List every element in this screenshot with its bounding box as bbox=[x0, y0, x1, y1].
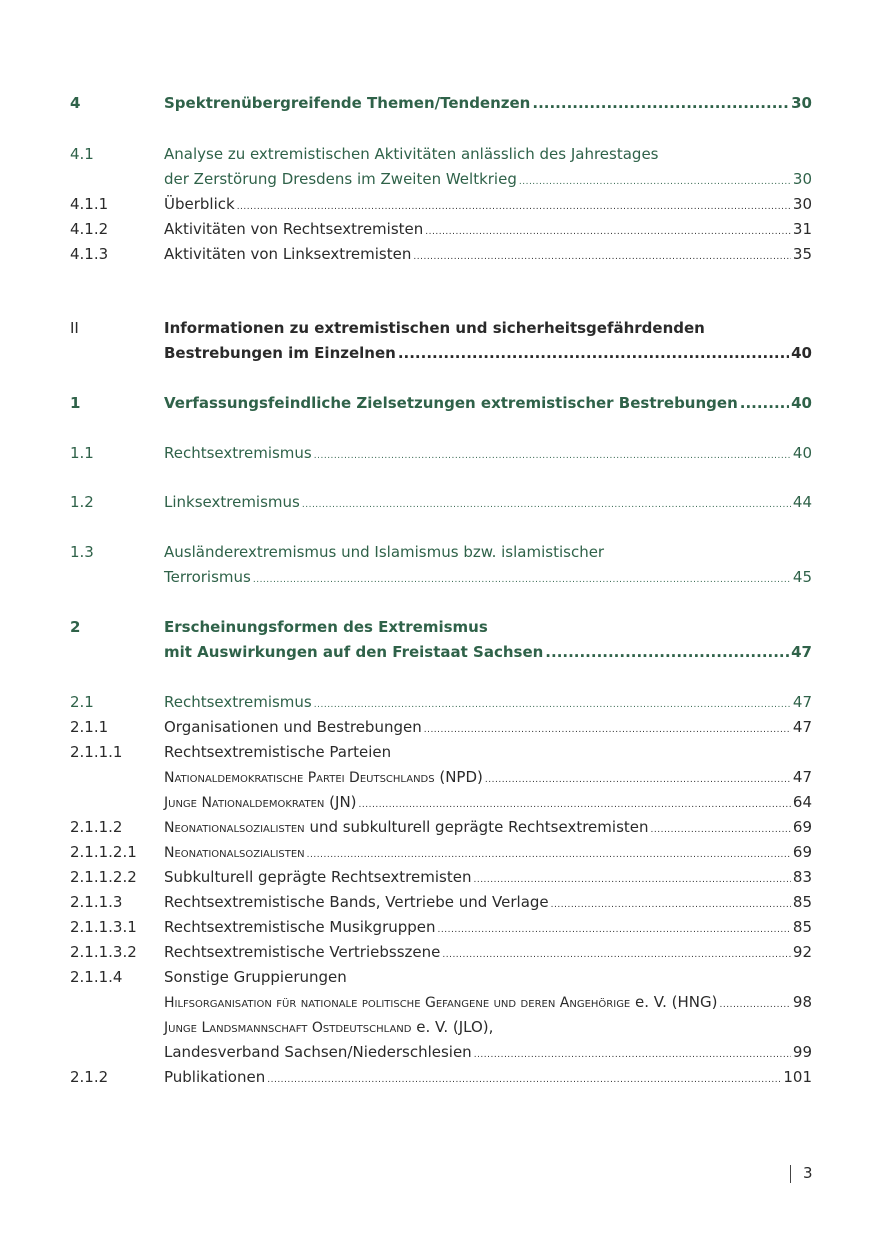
toc-title: Aktivitäten von Linksextremisten bbox=[164, 245, 412, 263]
toc-title: Rechtsextremistische Parteien bbox=[164, 743, 392, 761]
toc-number: 4.1.3 bbox=[70, 245, 109, 263]
toc-title: Aktivitäten von Rechtsextremisten bbox=[164, 220, 424, 238]
toc-page: 85 bbox=[792, 918, 812, 936]
toc-number: 1 bbox=[70, 394, 81, 412]
toc-number: 2.1.1 bbox=[70, 718, 109, 736]
dot-leader bbox=[253, 568, 791, 593]
toc-page: 47 bbox=[792, 768, 812, 786]
toc-number: 2.1.1.4 bbox=[70, 968, 123, 986]
toc-title: Rechtsextremistische Vertriebsszene bbox=[164, 943, 441, 961]
toc-title: Erscheinungsformen des Extremismus bbox=[164, 618, 488, 636]
toc-entry-jn[interactable] bbox=[70, 790, 812, 815]
toc-title: Terrorismus bbox=[164, 568, 251, 586]
toc-title-suffix: e. V. (HNG) bbox=[630, 993, 718, 1011]
toc-entry-2-1-1-1[interactable] bbox=[70, 740, 812, 765]
dot-leader bbox=[267, 1068, 781, 1093]
toc-entry-1-2[interactable] bbox=[70, 490, 812, 515]
toc-page: 47 bbox=[792, 718, 812, 736]
toc-number: 2 bbox=[70, 618, 81, 636]
toc-entry-4-1-1[interactable] bbox=[70, 192, 812, 217]
toc-number: 4.1.1 bbox=[70, 195, 109, 213]
toc-number: 2.1.1.1 bbox=[70, 743, 123, 761]
toc-entry-4[interactable] bbox=[70, 91, 812, 116]
toc-entry-2-1-1-2-2[interactable] bbox=[70, 865, 812, 890]
toc-page: 69 bbox=[792, 818, 812, 836]
toc-page: 40 bbox=[791, 394, 812, 412]
toc-entry-4-1[interactable] bbox=[70, 167, 812, 192]
toc-page: 47 bbox=[791, 643, 812, 661]
toc-number: 2.1.1.3 bbox=[70, 893, 123, 911]
toc-entry-2-1-1-2[interactable] bbox=[70, 815, 812, 840]
toc-entry-2-1-1-2-1[interactable] bbox=[70, 840, 812, 865]
toc-page: 92 bbox=[792, 943, 812, 961]
toc-page: 30 bbox=[792, 195, 812, 213]
toc-page: 64 bbox=[792, 793, 812, 811]
dot-leader bbox=[398, 341, 789, 366]
toc-entry-2-1-1-4[interactable] bbox=[70, 965, 812, 990]
toc-title: der Zerstörung Dresdens im Zweiten Weltkrieg bbox=[164, 170, 517, 188]
toc-entry-hng[interactable] bbox=[70, 990, 812, 1015]
toc-title: Organisationen und Bestrebungen bbox=[164, 718, 422, 736]
toc-entry-2-1-2[interactable] bbox=[70, 1065, 812, 1090]
page-number: 3 bbox=[803, 1164, 813, 1182]
toc-title: Linksextremismus bbox=[164, 493, 300, 511]
toc-page: 85 bbox=[792, 893, 812, 911]
dot-leader bbox=[302, 493, 791, 518]
toc-title: Nationaldemokratische Partei Deutschlands bbox=[164, 770, 435, 786]
toc-entry-2[interactable] bbox=[70, 640, 812, 665]
toc-page: 69 bbox=[792, 843, 812, 861]
toc-title-suffix: e. V. (JLO), bbox=[411, 1018, 494, 1036]
toc-page: 47 bbox=[792, 693, 812, 711]
toc-entry-2-1-1-3-1[interactable] bbox=[70, 915, 812, 940]
toc-entry-npd[interactable] bbox=[70, 765, 812, 790]
toc-title-suffix: (NPD) bbox=[434, 768, 483, 786]
toc-title: Rechtsextremismus bbox=[164, 444, 312, 462]
page-footer bbox=[790, 1161, 813, 1185]
toc-title-suffix: und subkulturell geprägte Rechtsextremisten bbox=[304, 818, 649, 836]
dot-leader bbox=[532, 91, 789, 116]
toc-entry-2-1-1-3-2[interactable] bbox=[70, 940, 812, 965]
toc-page: 40 bbox=[791, 344, 812, 362]
toc-title: Verfassungsfeindliche Zielsetzungen extremistischer Bestrebungen bbox=[164, 394, 738, 412]
toc-page: 99 bbox=[792, 1043, 812, 1061]
dot-leader bbox=[413, 245, 791, 270]
toc-entry-2-1[interactable] bbox=[70, 690, 812, 715]
toc-title: Landesverband Sachsen/Niederschlesien bbox=[164, 1043, 472, 1061]
toc-number: 2.1.1.2 bbox=[70, 818, 123, 836]
toc-number: 1.3 bbox=[70, 543, 94, 561]
toc-page: 101 bbox=[783, 1068, 812, 1086]
toc-title: Überblick bbox=[164, 195, 235, 213]
toc-entry-4-1-2[interactable] bbox=[70, 217, 812, 242]
toc-title: Rechtsextremistische Bands, Vertriebe und Verlage bbox=[164, 893, 549, 911]
dot-leader bbox=[740, 391, 789, 416]
toc-entry-2-line1[interactable] bbox=[70, 615, 812, 640]
toc-title: Analyse zu extremistischen Aktivitäten anlässlich des Jahrestages bbox=[164, 145, 659, 163]
toc-title: Neonationalsozialisten bbox=[164, 845, 305, 861]
toc-number: 2.1.2 bbox=[70, 1068, 109, 1086]
toc-number: 2.1 bbox=[70, 693, 94, 711]
footer-divider bbox=[790, 1165, 791, 1183]
toc-page: 30 bbox=[792, 170, 812, 188]
toc-title: Spektrenübergreifende Themen/Tendenzen bbox=[164, 94, 531, 112]
toc-number: 2.1.1.3.2 bbox=[70, 943, 137, 961]
toc-number: 2.1.1.2.2 bbox=[70, 868, 137, 886]
toc-title: Sonstige Gruppierungen bbox=[164, 968, 347, 986]
toc-title: Junge Nationaldemokraten bbox=[164, 795, 325, 811]
toc-page: 30 bbox=[791, 94, 812, 112]
toc-number: 4.1 bbox=[70, 145, 94, 163]
toc-number: 4.1.2 bbox=[70, 220, 109, 238]
toc-entry-1-1[interactable] bbox=[70, 441, 812, 466]
dot-leader bbox=[545, 640, 789, 665]
toc-entry-1-3-line1[interactable] bbox=[70, 540, 812, 565]
toc-title: Subkulturell geprägte Rechtsextremisten bbox=[164, 868, 472, 886]
toc-title: Hilfsorganisation für nationale politische Gefangene und deren Angehörige bbox=[164, 995, 631, 1011]
toc-page: 98 bbox=[792, 993, 812, 1011]
toc-entry-1[interactable] bbox=[70, 391, 812, 416]
toc-entry-4-1-3[interactable] bbox=[70, 242, 812, 267]
toc-entry-jlo[interactable] bbox=[70, 1040, 812, 1065]
toc-title: mit Auswirkungen auf den Freistaat Sachsen bbox=[164, 643, 544, 661]
toc-title: Bestrebungen im Einzelnen bbox=[164, 344, 396, 362]
toc-entry-jlo-line1[interactable] bbox=[70, 1015, 812, 1040]
toc-entry-II-line1[interactable] bbox=[70, 316, 812, 341]
toc-number: 2.1.1.3.1 bbox=[70, 918, 137, 936]
toc-entry-4-1-line1[interactable] bbox=[70, 142, 812, 167]
toc-title: Rechtsextremistische Musikgruppen bbox=[164, 918, 436, 936]
toc-entry-1-3[interactable] bbox=[70, 565, 812, 590]
toc-entry-2-1-1[interactable] bbox=[70, 715, 812, 740]
toc-number: 1.2 bbox=[70, 493, 94, 511]
toc-title: Informationen zu extremistischen und sicherheitsgefährdenden bbox=[164, 319, 705, 337]
toc-number: II bbox=[70, 319, 79, 337]
toc-number: 1.1 bbox=[70, 444, 94, 462]
toc-title-suffix: (JN) bbox=[324, 793, 357, 811]
toc-title: Neonationalsozialisten bbox=[164, 820, 305, 836]
toc-title: Ausländerextremismus und Islamismus bzw. islamistischer bbox=[164, 543, 605, 561]
toc-page: 31 bbox=[792, 220, 812, 238]
toc-page: 35 bbox=[792, 245, 812, 263]
toc-title: Rechtsextremismus bbox=[164, 693, 312, 711]
toc-entry-II[interactable] bbox=[70, 341, 812, 366]
toc-page: 40 bbox=[792, 444, 812, 462]
toc-page: 45 bbox=[792, 568, 812, 586]
toc-number: 2.1.1.2.1 bbox=[70, 843, 137, 861]
toc-number: 4 bbox=[70, 94, 81, 112]
toc-title: Publikationen bbox=[164, 1068, 266, 1086]
dot-leader bbox=[314, 444, 791, 469]
toc-page: 44 bbox=[792, 493, 812, 511]
toc-entry-2-1-1-3[interactable] bbox=[70, 890, 812, 915]
toc-page: 83 bbox=[792, 868, 812, 886]
toc-title: Junge Landsmannschaft Ostdeutschland bbox=[164, 1020, 412, 1036]
